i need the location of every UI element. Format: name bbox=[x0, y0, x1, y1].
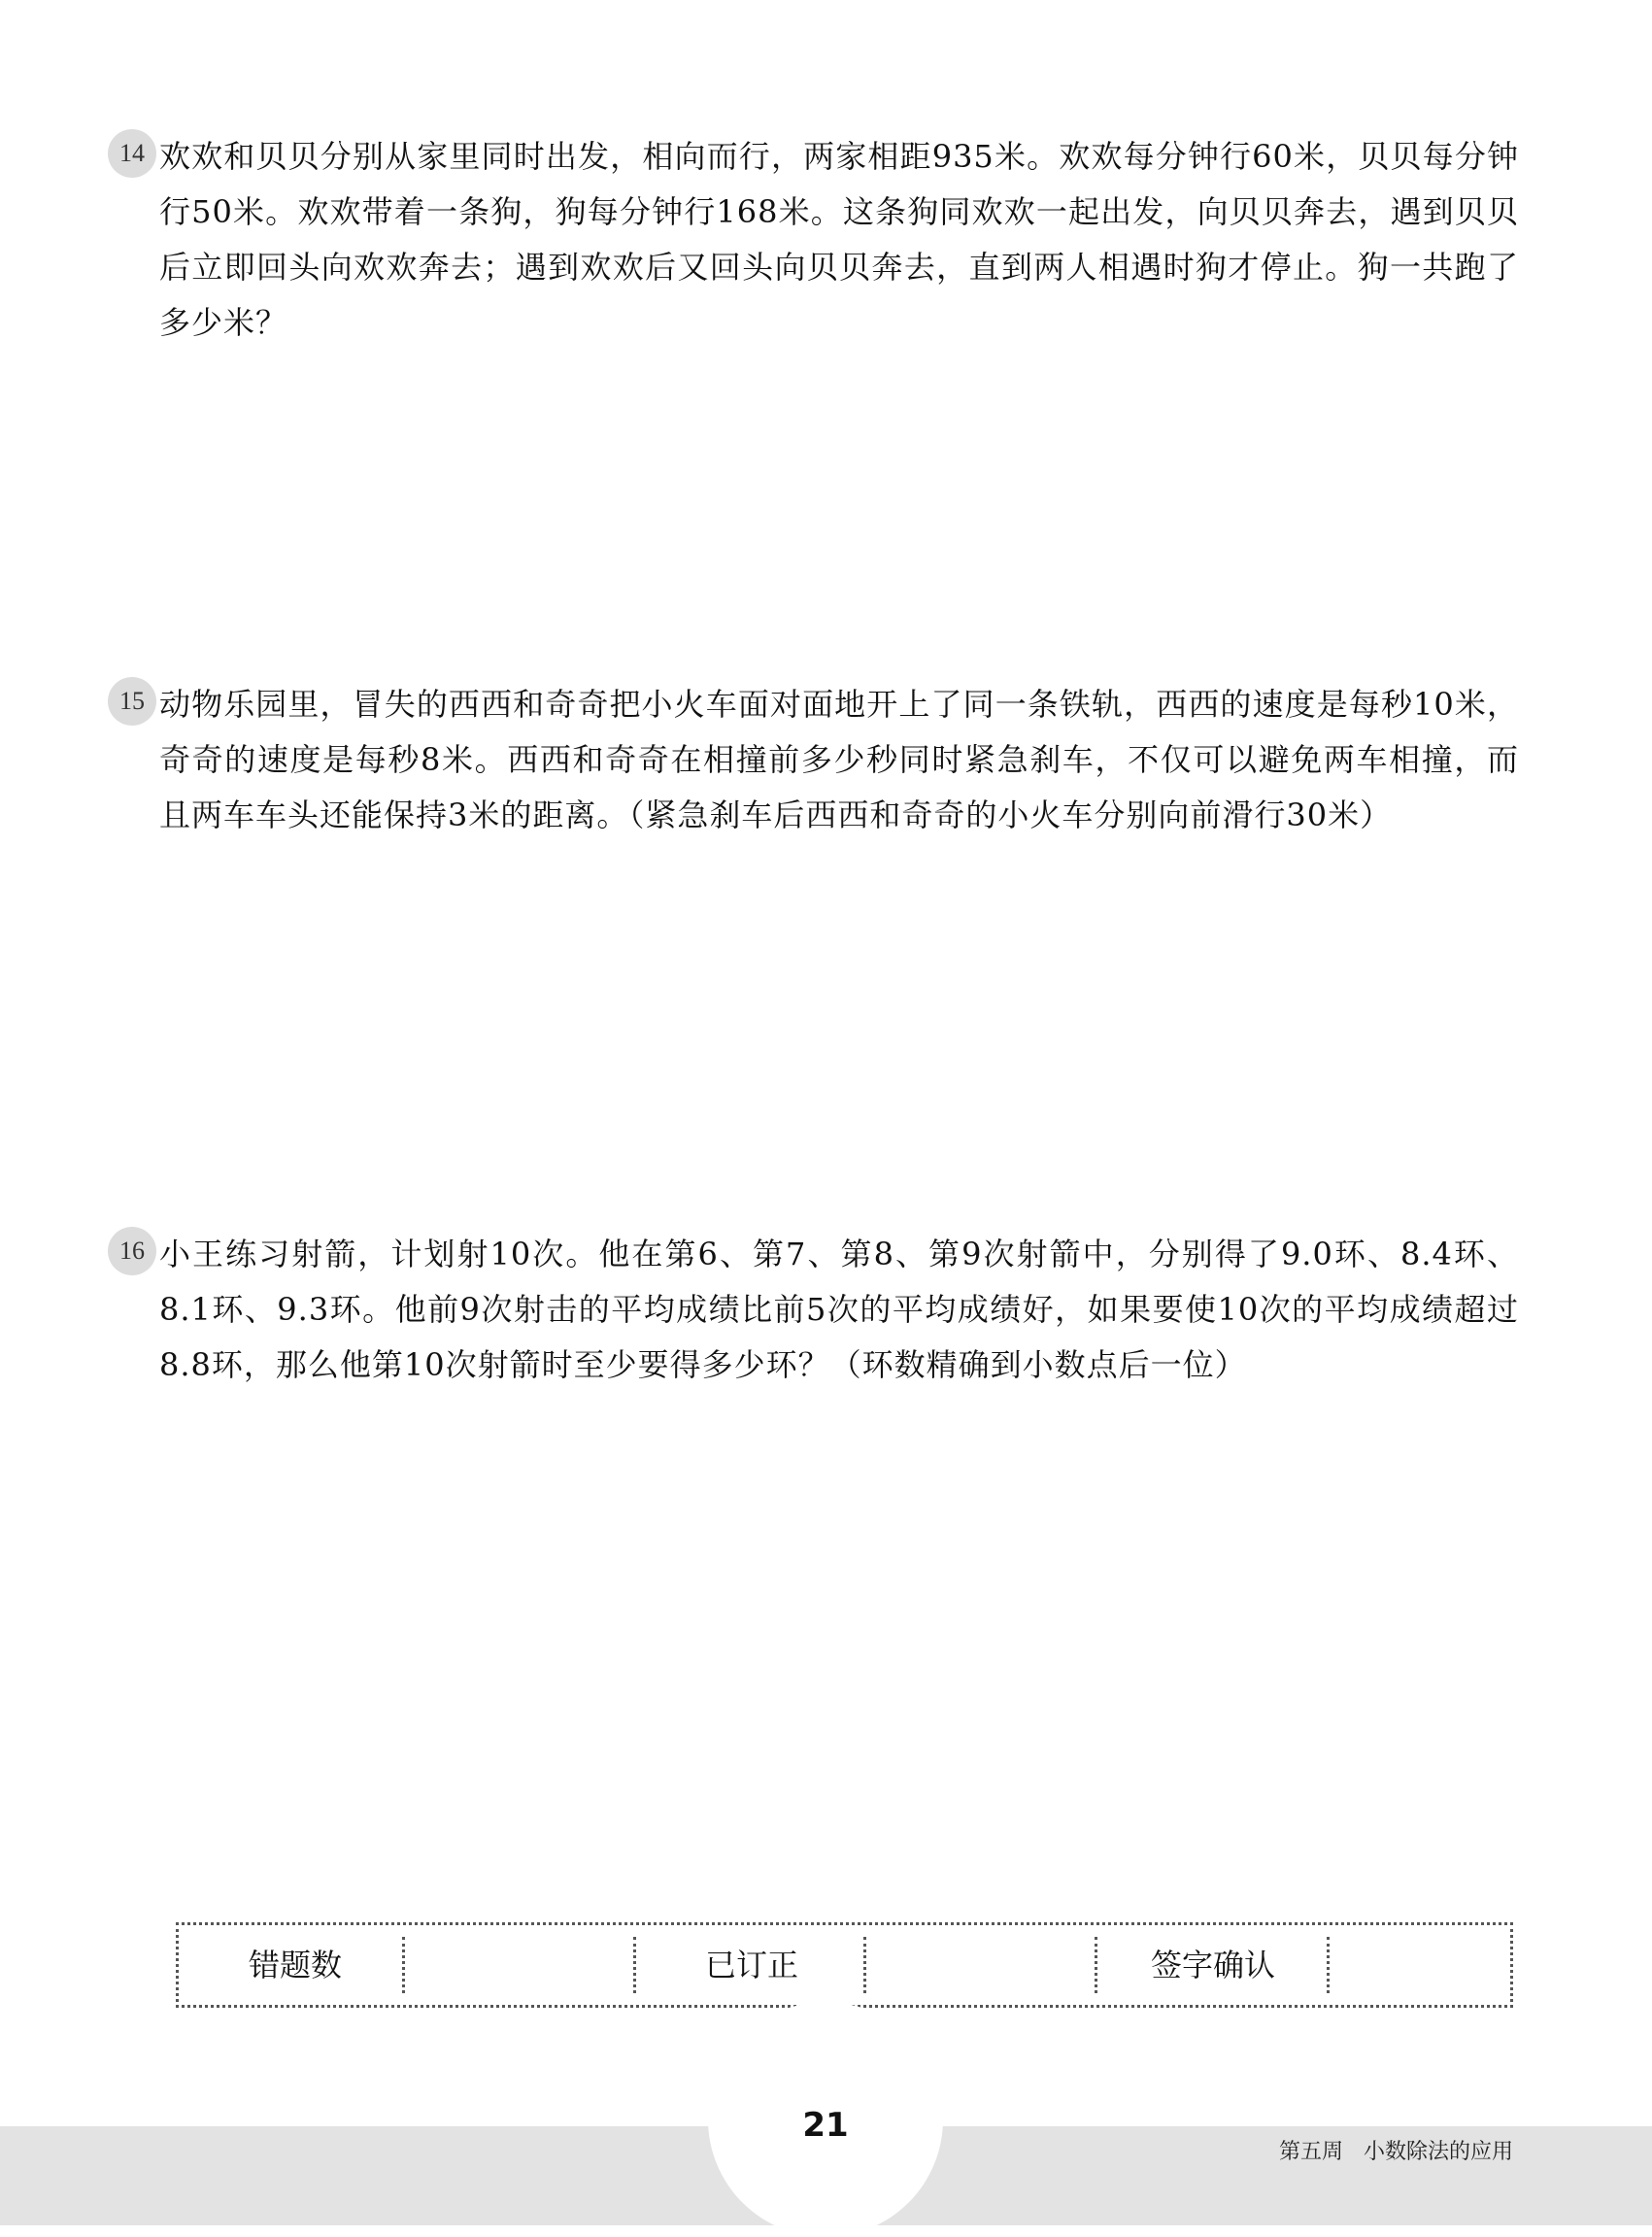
divider bbox=[402, 1937, 405, 1993]
problem-number-badge: 16 bbox=[108, 1227, 156, 1275]
divider bbox=[1095, 1937, 1097, 1993]
divider bbox=[633, 1937, 636, 1993]
wrong-count-label: 错题数 bbox=[248, 1947, 342, 1983]
problem-14 bbox=[119, 129, 1519, 351]
problem-15 bbox=[119, 677, 1519, 843]
problem-text: 小王练习射箭，计划射10次。他在第6、第7、第8、第9次射箭中，分别得了9.0环、8.4环、8.1环、9.3环。他前9次射击的平均成绩比前5次的平均成绩好，如果要使10次的平均成绩超过8.8环，那么他第10次射箭时至少要得多少环？（环数精确到小数点后一位） bbox=[159, 1236, 1519, 1383]
problem-number-badge: 15 bbox=[108, 677, 156, 726]
problem-16 bbox=[119, 1227, 1519, 1393]
grading-table bbox=[176, 1922, 1513, 2008]
divider bbox=[863, 1937, 866, 1993]
problem-text: 动物乐园里，冒失的西西和奇奇把小火车面对面地开上了同一条铁轨，西西的速度是每秒10米，奇奇的速度是每秒8米。西西和奇奇在相撞前多少秒同时紧急刹车，不仅可以避免两车相撞，而且两车车头还能保持3米的距离。（紧急刹车后西西和奇奇的小火车分别向前滑行30米） bbox=[159, 686, 1519, 833]
divider bbox=[1327, 1937, 1330, 1993]
corrected-label: 已订正 bbox=[704, 1947, 798, 1983]
page-number: 21 bbox=[802, 2106, 849, 2145]
section-title: 第五周 小数除法的应用 bbox=[1279, 2140, 1513, 2164]
problem-number-badge: 14 bbox=[108, 129, 156, 178]
signature-label: 签字确认 bbox=[1150, 1947, 1275, 1983]
problem-text: 欢欢和贝贝分别从家里同时出发，相向而行，两家相距935米。欢欢每分钟行60米，贝贝每分钟行50米。欢欢带着一条狗，狗每分钟行168米。这条狗同欢欢一起出发，向贝贝奔去，遇到贝贝后立即回头向欢欢奔去；遇到欢欢后又回头向贝贝奔去，直到两人相遇时狗才停止。狗一共跑了多少米？ bbox=[159, 138, 1519, 341]
